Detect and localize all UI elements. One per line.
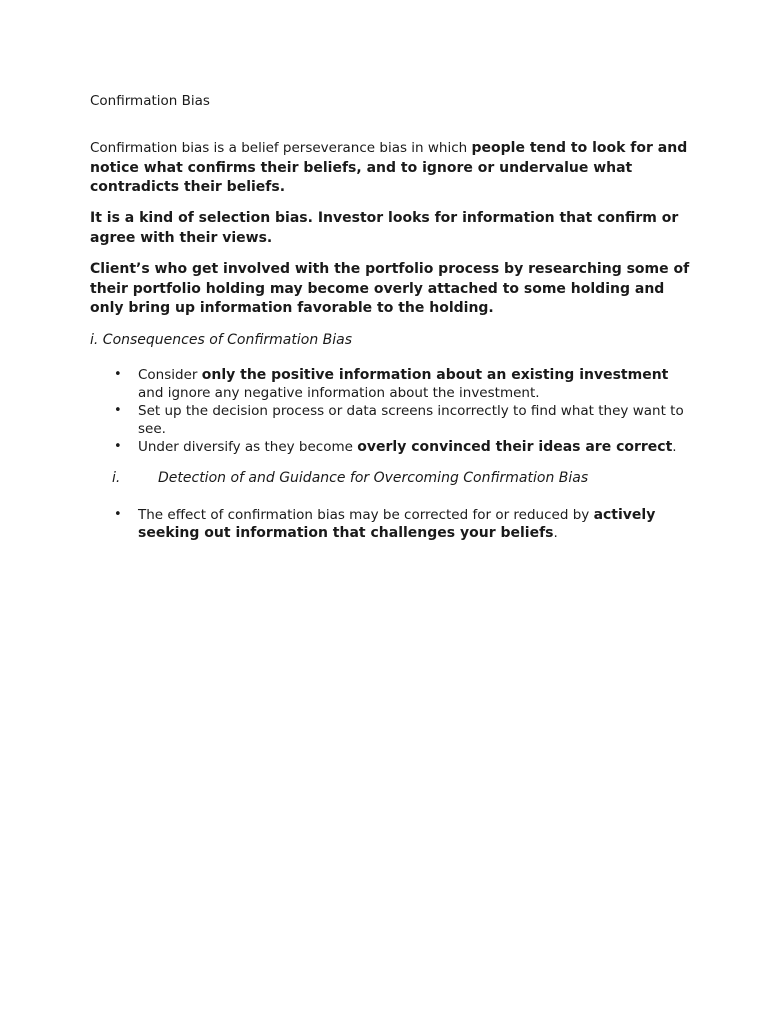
list-item [90,438,690,456]
paragraph-client-portfolio: Client’s who get involved with the portfolio process by researching some of their portfolio holding may become overly attached to some holding and only bring up information favorable to the holding. [90,261,690,316]
list-item-text-after: . [672,439,677,455]
section-heading-consequences: i. Consequences of Confirmation Bias [90,332,353,348]
list-item [90,402,690,438]
paragraph-definition-bold: people tend to look for and notice what confirms their beliefs, and to ignore or undervalue what contradicts their beliefs. [90,140,688,195]
list-item-text-after: and ignore any negative information about the investment. [138,385,540,401]
list-item-text: Under diversify as they become [138,439,358,455]
consequences-list [90,366,690,456]
list-item-text-after: . [553,525,558,541]
detection-list [90,506,690,542]
bullet-icon: • [114,439,122,454]
bullet-icon: • [114,367,122,382]
document-title: Confirmation Bias [90,93,210,109]
list-item-text: Consider [138,367,202,383]
section-number: i. [112,470,121,486]
section-heading-text: Detection of and Guidance for Overcoming Confirmation Bias [158,470,589,486]
list-item [90,506,690,542]
list-item-text: Set up the decision process or data screens incorrectly to find what they want to see. [138,403,684,437]
list-item-bold: actively seeking out information that challenges your beliefs [138,507,656,541]
list-item-bold: only the positive information about an existing investment [201,367,669,383]
paragraph-definition [90,139,690,198]
paragraph-definition-normal: Confirmation bias is a belief perseverance bias in which [90,140,472,156]
paragraph-selection-bias: It is a kind of selection bias. Investor looks for information that confirm or agree with their views. [90,210,679,246]
list-item-bold: overly convinced their ideas are correct [357,439,673,455]
list-item-text: The effect of confirmation bias may be corrected for or reduced by [138,507,594,523]
bullet-icon: • [114,403,122,418]
list-item [90,366,690,402]
section-heading-detection [112,469,588,488]
bullet-icon: • [114,507,122,522]
